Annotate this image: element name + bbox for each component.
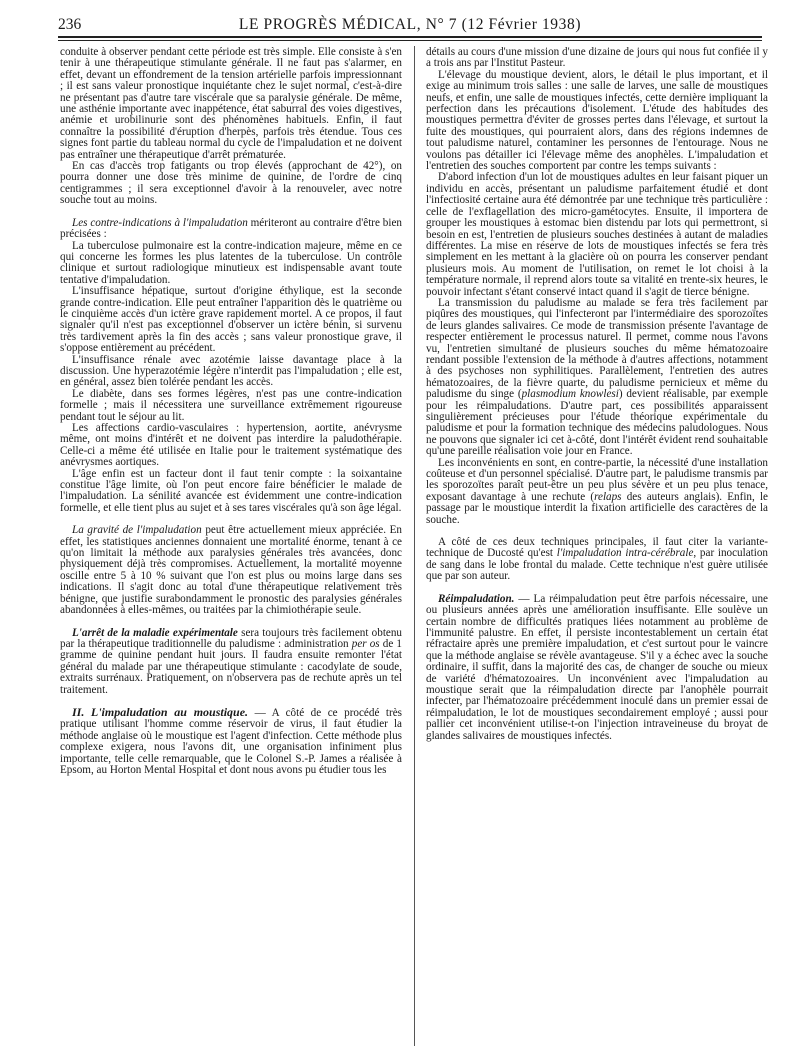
paragraph: Les inconvénients en sont, en contre-partie, la nécessité d'une installation coûteuse et d'un personnel spécialisé. D'autre part, le paludisme transmis par les sporozoïtes paraît peut-être un peu plus sévère et un peu plus tenace, exposant davantage à une rechute (relaps des auteurs anglais). Enfin, le passage par le moustique interdit la fixation artificielle des caractères de la souche.	[426, 456, 768, 526]
paragraph: L'âge enfin est un facteur dont il faut tenir compte : la soixantaine constitue l'âge limite, où l'on peut encore faire bénéficier le malade de l'impaludation. La sénilité avancée est évidemment une contre-indication formelle, et elle tient plus au sujet et à ses tares viscérales qu'à son âge légal.	[60, 467, 402, 514]
subheading-contre-indications: Les contre-indications à l'impaludation	[72, 216, 248, 229]
paragraph: détails au cours d'une mission d'une dizaine de jours qui nous fut confiée il y a trois ans par l'Institut Pasteur.	[426, 46, 768, 70]
paragraph: L'élevage du moustique devient, alors, le détail le plus important, et il exige au minimum trois salles : une salle de larves, une salle de moustiques neufs, et enfin, une salle de moustiques infectés, cette dernière impliquant la perfection dans les précautions d'isolement. L'étude des habitudes des moustiques permettra d'éviter de grosses pertes dans l'élevage, et surtout la fuite des moustiques, qui pourraient alors, dans des régions indemnes de tout paludisme naturel, contaminer les personnes de l'entourage. Nous ne voulons pas détailler ici l'élevage même des anophèles. L'impaludation et l'entretien des souches comportent par contre les temps suivants :	[426, 68, 768, 173]
paragraph: L'insuffisance hépatique, surtout d'origine éthylique, est la seconde grande contre-indication. Elle peut entraîner l'apparition dès le quatrième ou le cinquième accès d'un ictère grave rapidement mortel. A ce propos, il faut signaler qu'il n'est pas exceptionnel d'observer un ictère bénin, si survenu très tardivement après la fin des accès ; sans valeur pronostique grave, il s'oppose entièrement au précédent.	[60, 285, 402, 355]
subheading-arret: L'arrêt de la maladie expérimentale	[72, 626, 238, 639]
paragraph: L'insuffisance rénale avec azotémie laisse davantage place à la discussion. Une hyperazotémie légère n'interdit pas l'impaludation ; elle est, en général, assez bien tolérée pendant les accès.	[60, 353, 402, 389]
paragraph: Les affections cardio-vasculaires : hypertension, aortite, anévrysme même, ont moins d'intérêt et ne doivent pas interdire la paludothérapie. Celle-ci a même été utilisée en Italie pour le traitement systématique des anévrysmes aortiques.	[60, 422, 402, 469]
paragraph: conduite à observer pendant cette période est très simple. Elle consiste à s'en tenir à une thérapeutique stimulante générale. Il ne faut pas s'alarmer, en effet, devant un effondrement de la tension artérielle parfois impressionnant ; il est sans valeur pronostique inquiétante chez le sujet normal, c'est-à-dire ne présentant pas d'autre tare viscérale que sa paralysie générale. De même, une asthénie importante avec inappétence, état saburral des voies digestives, anémie et urobilinurie sont des phénomènes habituels. Enfin, il faut connaître la possibilité d'éruption d'herpès, parfois très étendue. Tous ces signes font partie du tableau normal du cycle de l'impaludation et ne doivent pas entraîner une thérapeutique d'arrêt prématurée.	[60, 46, 402, 161]
section-number: II.	[72, 704, 85, 719]
paragraph: Réimpaludation. — La réimpaludation peut être parfois nécessaire, une ou plusieurs années après une amélioration insuffisante. Elle soulève un certain nombre de difficultés pratiques liées notamment au problème de l'immunité palustre. En effet, il persiste incontestablement un certain état réfractaire après une première impaludation, et c'est surtout pour le vaincre que la méthode anglaise se révèle avantageuse. S'il y a échec avec la souche ordinaire, il suffit, dans la majorité des cas, de changer de souche ou mieux de variété d'hématozoaires. Un inconvénient avec l'impaludation au moustique serait que la réimpaludation directe par l'anophèle pourrait infecter, par l'hématozoaire précédemment inoculé dans un premier essai de réimpaludation, le lot de moustiques secondairement employé ; aussi pour pallier cet inconvénient utilise-t-on l'injection intraveineuse du broyat de glandes salivaires de moustiques infectés.	[426, 592, 768, 742]
paragraph: Le diabète, dans ses formes légères, n'est pas une contre-indication formelle ; mais il nécessitera une surveillance extrêmement rigoureuse pendant tout le séjour au lit.	[60, 387, 402, 423]
paragraph: La tuberculose pulmonaire est la contre-indication majeure, même en ce qui concerne les formes les plus latentes de la tuberculose. Un contrôle clinique et surtout radiologique minutieux est indispensable avant toute tentative d'impaludation.	[60, 239, 402, 286]
paragraph: Les contre-indications à l'impaludation mériteront au contraire d'être bien précisées :	[60, 216, 402, 241]
paragraph: La transmission du paludisme au malade se fera très facilement par piqûres des moustiques, qui l'infecteront par l'intermédiaire des sporozoïtes de leurs glandes salivaires. Ce mode de transmission présente l'avantage de respecter entièrement le processus naturel. Il permet, comme nous l'avons vu, l'entretien simultané de plusieurs souches du même hématozoaire rendant possible l'extension de la méthode à d'autres affections, notamment à des psychoses non syphilitiques. Parallèlement, l'entretien des autres hématozoaires, de la fièvre quarte, du paludisme pernicieux et même du paludisme du singe (plasmodium knowlesi) devient réalisable, par exemple pour les réimpaludations. D'autre part, ces possibilités apparaissent singulièrement précieuses pour l'étude théorique expérimentale du paludisme et pour la formation technique des médecins paludologues. Nous ne pouvons que signaler ici cet à-côté, dont l'intérêt évident rend souhaitable qu'une pareille réalisation voie jour en France.	[426, 296, 768, 458]
paragraph: En cas d'accès trop fatigants ou trop élevés (approchant de 42°), on pourra donner une dose très minime de quinine, de l'ordre de cinq centigrammes ; il sera exceptionnel d'avoir à la renouveler, avec notre souche tout au moins.	[60, 160, 402, 207]
header-rule-thin	[58, 40, 762, 41]
paragraph: La gravité de l'impaludation peut être actuellement mieux appréciée. En effet, les statistiques anciennes donnaient une mortalité énorme, tenant à ce qu'on limitait la méthode aux paralysies générales très avancées, donc physiquement déjà très compromises. Actuellement, la mortalité moyenne oscille entre 5 à 10 % suivant que l'on est plus ou moins large dans ses indications. Il s'agit donc au total d'une thérapeutique relativement très bénigne, que justifie surabondamment le pronostic des paralysies générales abandonnées à elles-mêmes, ou traitées par la chimiothérapie seule.	[60, 524, 403, 617]
paragraph: L'arrêt de la maladie expérimentale sera toujours très facilement obtenu par la thérapeutique traditionnelle du paludisme : administration per os de 1 gramme de quinine pendant huit jours. Il faudra ensuite remonter l'état général du malade par une thérapeutique stimulante : cacodylate de soude, extraits surrénaux. Pratiquement, on n'observera pas de rechute après un tel traitement.	[60, 626, 402, 696]
subheading-reimpaludation: Réimpaludation.	[438, 592, 515, 605]
page-header	[58, 16, 762, 36]
left-column	[60, 47, 402, 776]
section-title: L'impaludation au moustique.	[90, 704, 249, 719]
column-divider	[414, 46, 415, 1046]
journal-title: LE PROGRÈS MÉDICAL, N° 7 (12 Février 1938)	[238, 16, 582, 33]
right-column	[426, 47, 768, 742]
subheading-gravite: La gravité de l'impaludation	[72, 524, 202, 537]
paragraph: D'abord infection d'un lot de moustiques adultes en leur faisant piquer un individu en accès, présentant un paludisme parfaitement étudié et dont l'infectiosité certaine aura été démontrée par une technique très particulière : celle de l'exflagellation des micro-gamétocytes. Ensuite, il importera de grouper les moustiques à estomac bien distendu par lots qui permettront, si besoin en est, l'entretien de plusieurs souches destinées à autant de maladies différentes. La mise en réserve de lots de moustiques infectés se fera très simplement en les mettant à la glacière où on pourra les conserver pendant plusieurs mois. Au moment de l'utilisation, on remet le lot choisi à la température normale, il reprend alors toute sa vitalité en trente-six heures, le pouvoir infectant s'étant conservé intact quand il s'agit de tierce bénigne.	[426, 171, 768, 298]
header-rule	[58, 36, 762, 38]
paragraph: II. L'impaludation au moustique. — A côté de ce procédé très pratique utilisant l'homme comme réservoir de virus, il faut étudier la méthode anglaise où le moustique est l'agent d'infection. Cette méthode plus complexe exigera, nous l'avons dit, une organisation infiniment plus importante, telle celle remarquable, que le Colonel S.-P. James a réalisée à Epsom, au Horton Mental Hospital et dont nous avons pu étudier tous les	[60, 704, 402, 776]
page-number: 236	[58, 16, 82, 33]
paragraph: A côté de ces deux techniques principales, il faut citer la variante-technique de Ducosté qu'est l'impaludation intra-cérébrale, par inoculation de sang dans le lobe frontal du malade. Cette technique n'est guère utilisée que par son auteur.	[426, 536, 768, 583]
